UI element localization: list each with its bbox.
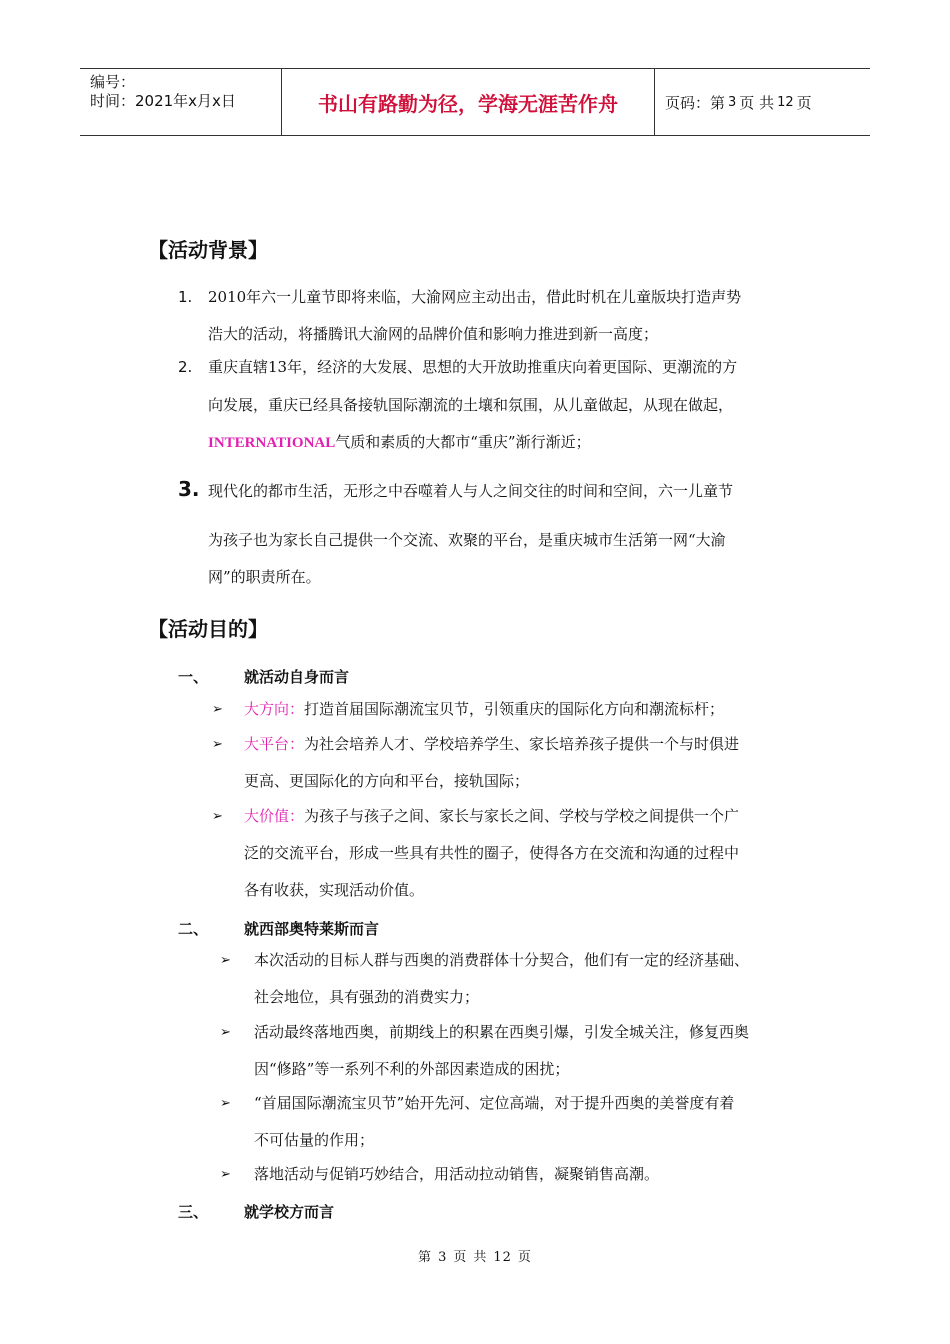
arrow-bullet-icon: ➢	[212, 737, 223, 752]
footer-page-total: 12	[493, 1250, 512, 1265]
list-item-text-tail: 气质和素质的大都市“重庆”渐行渐近；	[335, 433, 591, 451]
list-number: 2.	[178, 358, 193, 376]
list-item-text: 向发展，重庆已经具备接轨国际潮流的土壤和氛围，从儿童做起，从现在做起，	[208, 396, 734, 414]
list-item-text	[208, 433, 591, 453]
arrow-bullet-icon: ➢	[212, 809, 223, 824]
group-number: 一、	[178, 668, 209, 686]
group-number: 三、	[178, 1203, 209, 1221]
list-item-text: 现代化的都市生活，无形之中吞噬着人与人之间交往的时间和空间，六一儿童节	[208, 482, 734, 500]
item-text: 落地活动与促销巧妙结合，用活动拉动销售，凝聚销售高潮。	[254, 1165, 660, 1183]
group-heading: 就西部奥特莱斯而言	[244, 920, 380, 938]
arrow-bullet-icon: ➢	[220, 953, 231, 968]
group-heading: 就学校方而言	[244, 1203, 335, 1221]
arrow-bullet-icon: ➢	[220, 1167, 231, 1182]
list-item-text: 重庆直辖13年，经济的大发展、思想的大开放助推重庆向着更国际、更潮流的方	[208, 358, 738, 376]
list-item-text: 网”的职责所在。	[208, 568, 321, 586]
background-title: 【活动背景】	[148, 238, 268, 262]
item-text: 更高、更国际化的方向和平台，接轨国际；	[244, 772, 530, 790]
page-number: 3	[728, 94, 737, 110]
group-heading: 就活动自身而言	[244, 668, 350, 686]
list-item	[244, 700, 724, 719]
list-item	[244, 735, 739, 754]
page-header	[80, 68, 870, 136]
list-number: 3.	[178, 477, 200, 501]
footer-text: 页	[453, 1250, 468, 1265]
footer-text: 第	[418, 1250, 433, 1265]
header-page-info	[655, 69, 870, 135]
item-text: 因“修路”等一系列不利的外部因素造成的困扰；	[254, 1060, 570, 1078]
item-text: “首届国际潮流宝贝节”始开先河、定位高端，对于提升西奥的美誉度有着	[254, 1094, 735, 1112]
list-item-text: 为孩子也为家长自己提供一个交流、欢聚的平台，是重庆城市生活第一网“大渝	[208, 531, 726, 549]
list-item-text: 2010年六一儿童节即将来临，大渝网应主动出击，借此时机在儿童版块打造声势	[208, 288, 742, 306]
page-total: 12	[777, 94, 794, 110]
header-meta	[80, 69, 282, 135]
group-number: 二、	[178, 920, 209, 938]
item-text: 泛的交流平台，形成一些具有共性的圈子，使得各方在交流和沟通的过程中	[244, 844, 740, 862]
item-text: 为社会培养人才、学校培养学生、家长培养孩子提供一个与时俱进	[304, 735, 740, 753]
footer-page-number: 3	[438, 1250, 448, 1265]
page-footer	[0, 1246, 950, 1265]
list-number: 1.	[178, 288, 193, 306]
item-text: 各有收获，实现活动价值。	[244, 881, 425, 899]
time-label: 时间：2021年x月x日	[90, 92, 236, 110]
item-text: 本次活动的目标人群与西奥的消费群体十分契合，他们有一定的经济基础、	[254, 951, 750, 969]
list-item	[244, 807, 739, 826]
list-item-text: 浩大的活动，将播腾讯大渝网的品牌价值和影响力推进到新一高度；	[208, 325, 659, 343]
page-mid: 页 共	[739, 93, 775, 112]
page-end: 页	[796, 93, 812, 112]
footer-text: 页	[517, 1250, 532, 1265]
purpose-title: 【活动目的】	[148, 617, 268, 641]
item-label: 大方向：	[244, 700, 305, 718]
arrow-bullet-icon: ➢	[220, 1096, 231, 1111]
international-highlight: INTERNATIONAL	[208, 435, 336, 451]
item-label: 大价值：	[244, 807, 305, 825]
item-text: 打造首届国际潮流宝贝节，引领重庆的国际化方向和潮流标杆；	[304, 700, 725, 718]
item-text: 社会地位，具有强劲的消费实力；	[254, 988, 480, 1006]
arrow-bullet-icon: ➢	[212, 702, 223, 717]
item-text: 不可估量的作用；	[254, 1131, 375, 1149]
item-text: 为孩子与孩子之间、家长与家长之间、学校与学校之间提供一个广	[304, 807, 740, 825]
header-motto: 书山有路勤为径，学海无涯苦作舟	[282, 69, 655, 135]
item-text: 活动最终落地西奥，前期线上的积累在西奥引爆，引发全城关注，修复西奥	[254, 1023, 750, 1041]
page-label: 页码：第	[665, 93, 726, 112]
arrow-bullet-icon: ➢	[220, 1025, 231, 1040]
footer-text: 共	[473, 1250, 488, 1265]
item-label: 大平台：	[244, 735, 305, 753]
code-label: 编号：	[90, 73, 136, 91]
